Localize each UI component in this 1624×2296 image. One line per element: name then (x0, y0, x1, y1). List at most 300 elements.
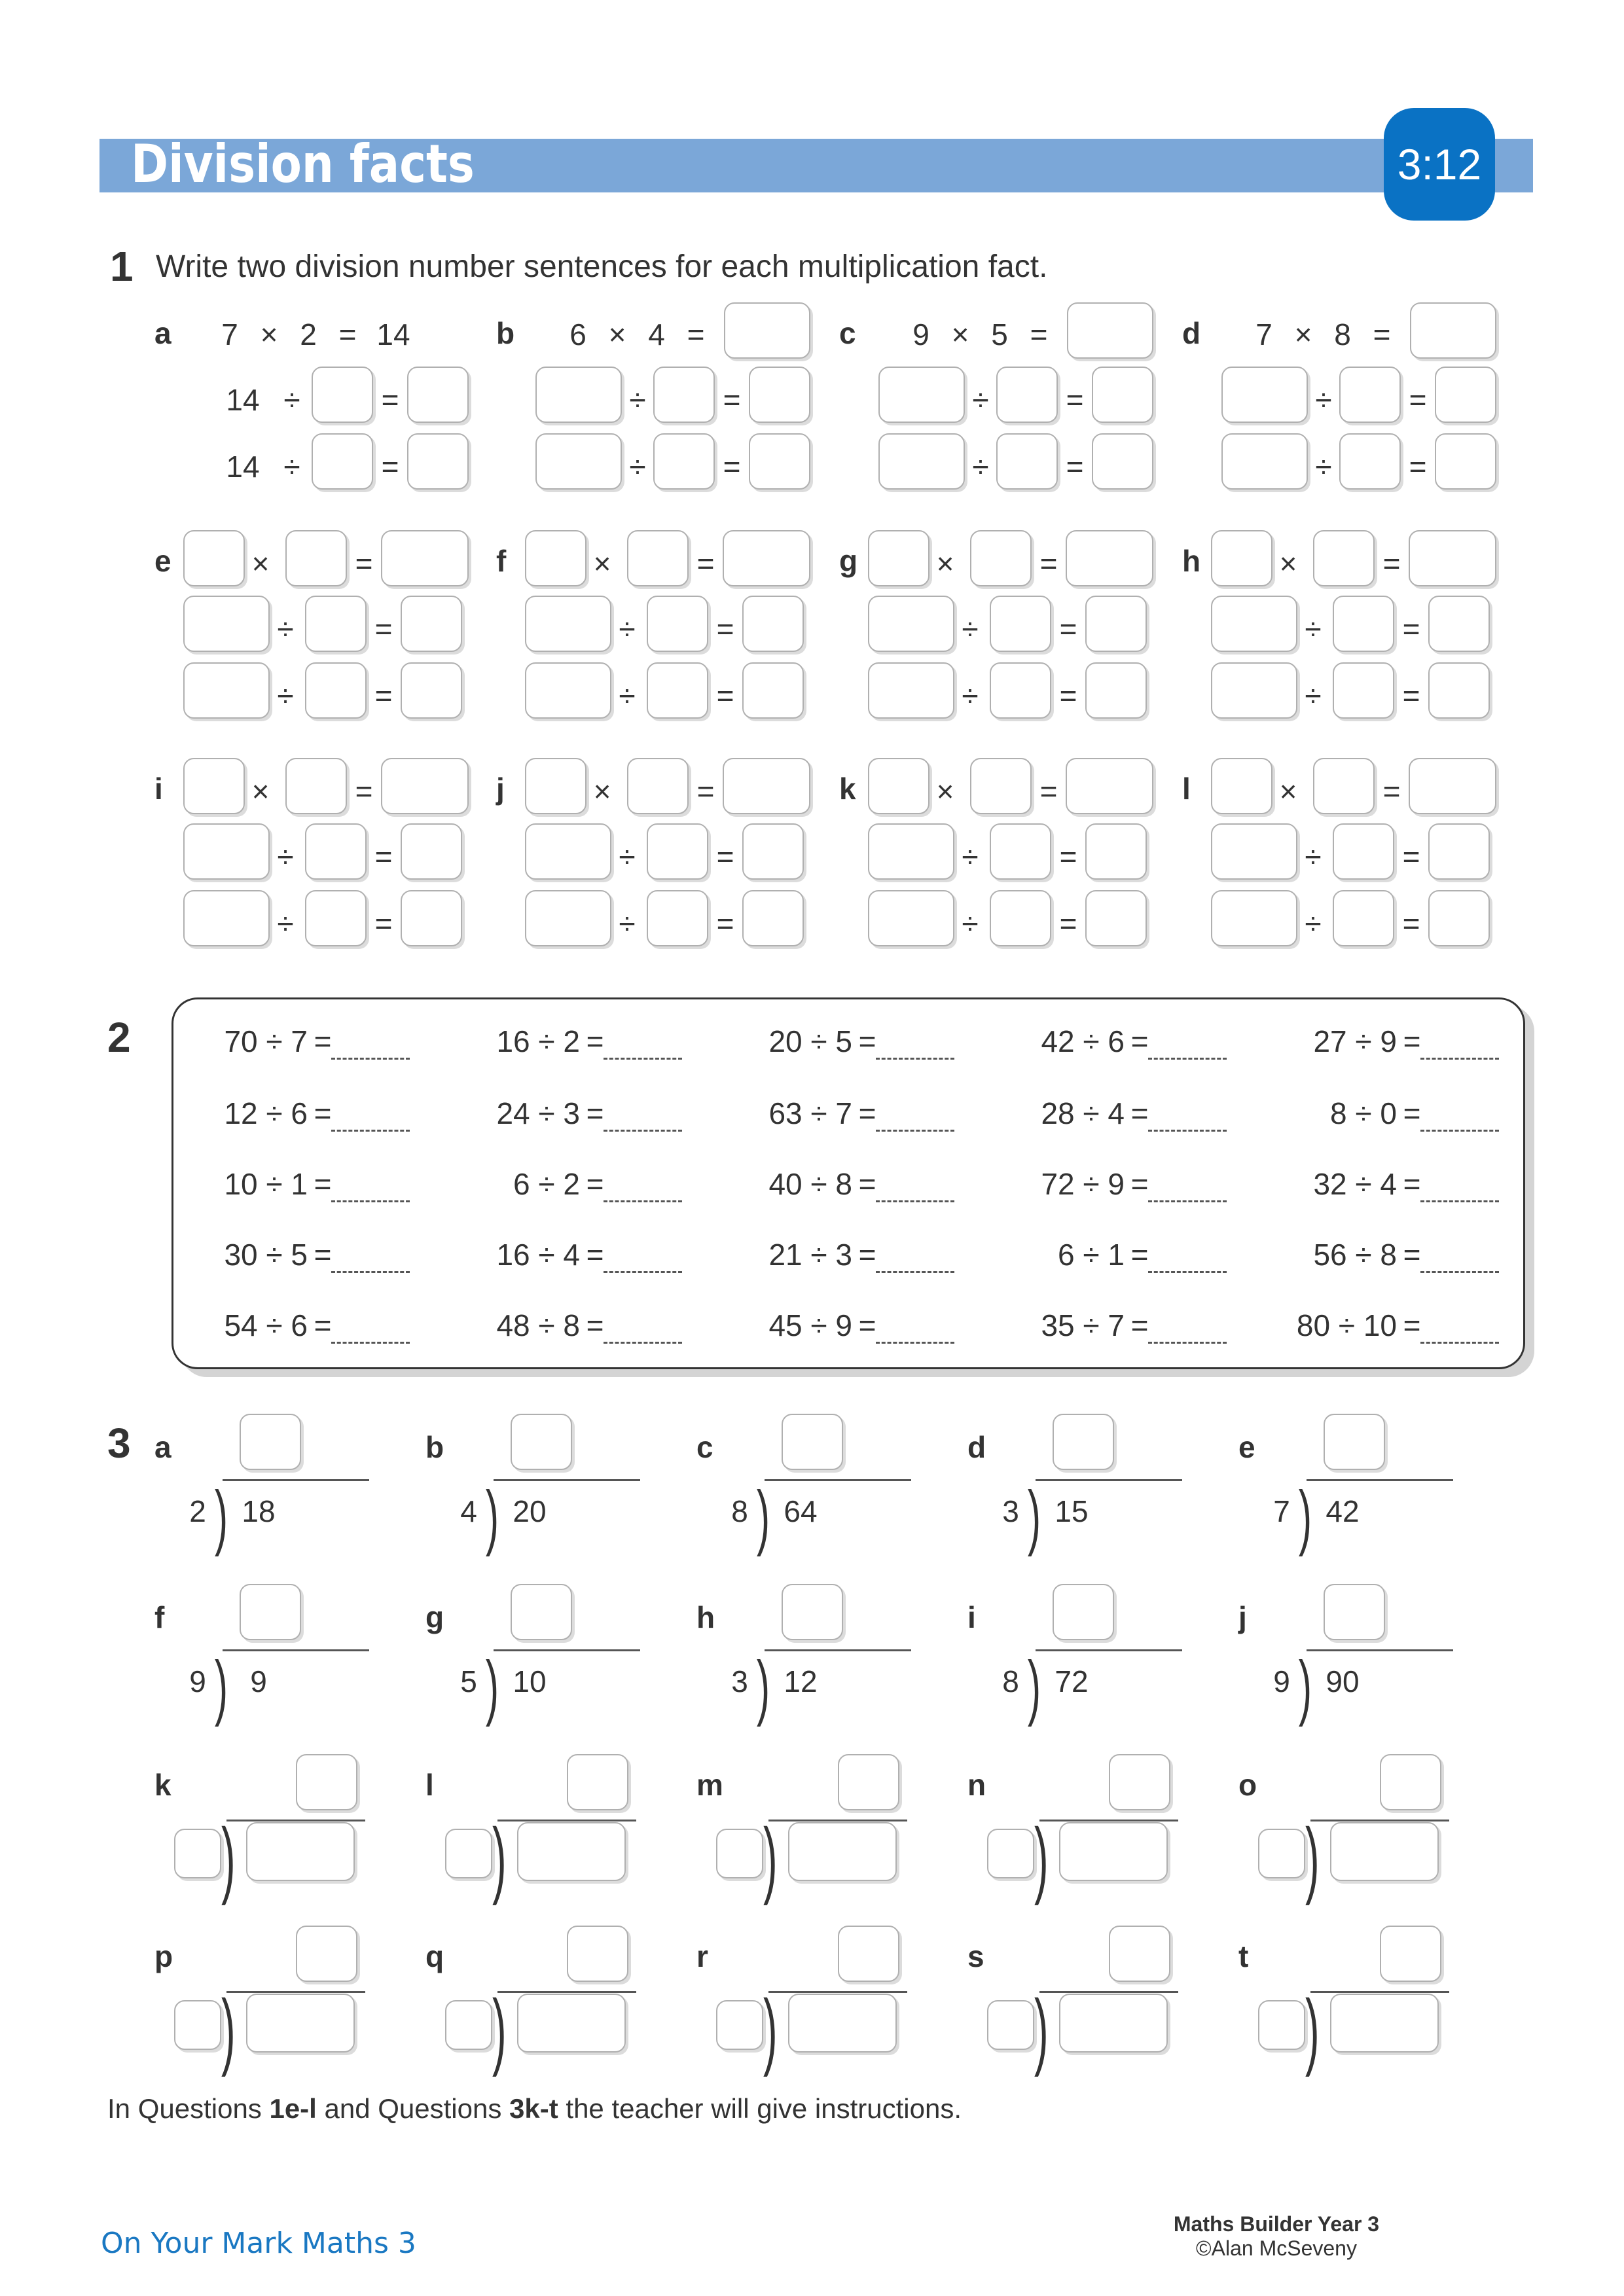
divisor-box[interactable] (445, 2000, 492, 2050)
answer-box[interactable] (1211, 596, 1297, 652)
answer-box[interactable] (723, 530, 810, 586)
answer-blank[interactable] (604, 1194, 682, 1202)
dividend-box[interactable] (517, 1822, 626, 1881)
answer-box[interactable] (868, 596, 954, 652)
item-letter: h (696, 1600, 715, 1634)
division-bar (494, 1479, 640, 1481)
item-letter: c (696, 1430, 713, 1464)
divide-sign: ÷ (972, 450, 989, 484)
answer-box[interactable] (868, 662, 954, 719)
answer-box[interactable] (183, 890, 270, 946)
answer-blank[interactable] (876, 1051, 954, 1060)
division-bracket: ) (485, 1477, 499, 1557)
divisor: 3 (731, 1664, 748, 1698)
division-problem: 30 ÷ 5 (224, 1238, 308, 1272)
answer-blank[interactable] (331, 1123, 410, 1132)
answer-box[interactable] (1211, 890, 1297, 946)
answer-box[interactable] (990, 823, 1051, 880)
equals-sign: = (1130, 1167, 1149, 1201)
answer-box[interactable] (1324, 1584, 1385, 1640)
division-bar (226, 1820, 365, 1821)
division-bracket: ) (214, 1477, 228, 1557)
dividend: 18 (242, 1494, 276, 1528)
answer-box[interactable] (1085, 662, 1147, 719)
division-bar (765, 1479, 911, 1481)
answer-box[interactable] (970, 758, 1032, 814)
equals-sign: = (338, 317, 357, 351)
factor: 7 (1255, 317, 1272, 351)
answer-box[interactable] (1428, 662, 1490, 719)
answer-box[interactable] (1066, 758, 1153, 814)
answer-blank[interactable] (1148, 1265, 1227, 1273)
product: 14 (376, 317, 410, 351)
equals-sign: = (716, 679, 734, 713)
item-letter: f (154, 1600, 165, 1634)
equals-sign: = (723, 450, 741, 484)
equals-sign: = (586, 1238, 604, 1272)
answer-box[interactable] (1333, 596, 1394, 652)
answer-box[interactable] (525, 758, 586, 814)
answer-box[interactable] (1211, 823, 1297, 880)
item-letter: n (967, 1768, 986, 1802)
equals-sign: = (1403, 1096, 1421, 1130)
answer-box[interactable] (1313, 758, 1375, 814)
divisor-box[interactable] (445, 1829, 492, 1878)
answer-box[interactable] (535, 367, 622, 423)
division-bar (1310, 1991, 1449, 1993)
item-letter: d (967, 1430, 986, 1464)
answer-box[interactable] (782, 1414, 843, 1470)
answer-box[interactable] (1428, 890, 1490, 946)
answer-box[interactable] (749, 433, 810, 490)
answer-box[interactable] (401, 823, 462, 880)
answer-blank[interactable] (1148, 1335, 1227, 1344)
divisor-box[interactable] (987, 1829, 1034, 1878)
item-letter: o (1238, 1768, 1257, 1802)
dividend-box[interactable] (246, 1822, 355, 1881)
divide-sign: ÷ (1315, 383, 1332, 417)
answer-box[interactable] (1435, 367, 1496, 423)
answer-blank[interactable] (1148, 1051, 1227, 1060)
answer-box[interactable] (627, 530, 689, 586)
equals-sign: = (1130, 1024, 1149, 1058)
equals-sign: = (314, 1238, 332, 1272)
equals-sign: = (1403, 1024, 1421, 1058)
answer-blank[interactable] (604, 1335, 682, 1344)
answer-box[interactable] (1380, 1926, 1441, 1982)
answer-box[interactable] (868, 758, 929, 814)
answer-box[interactable] (970, 530, 1032, 586)
answer-box[interactable] (511, 1584, 572, 1640)
answer-box[interactable] (1067, 302, 1153, 359)
answer-box[interactable] (535, 433, 622, 490)
answer-blank[interactable] (1148, 1194, 1227, 1202)
answer-box[interactable] (1333, 662, 1394, 719)
division-problem: 12 ÷ 6 (224, 1096, 308, 1130)
answer-box[interactable] (511, 1414, 572, 1470)
question-3-number: 3 (107, 1420, 131, 1467)
question-1-number: 1 (110, 243, 134, 290)
answer-box[interactable] (742, 890, 804, 946)
divide-sign: ÷ (972, 383, 989, 417)
answer-blank[interactable] (1420, 1265, 1499, 1273)
times-sign: × (251, 547, 270, 581)
answer-blank[interactable] (876, 1265, 954, 1273)
answer-box[interactable] (525, 530, 586, 586)
answer-box[interactable] (407, 367, 469, 423)
answer-box[interactable] (312, 367, 373, 423)
divisor-box[interactable] (1258, 2000, 1305, 2050)
divisor: 4 (460, 1494, 477, 1528)
answer-box[interactable] (240, 1414, 301, 1470)
answer-box[interactable] (240, 1584, 301, 1640)
answer-box[interactable] (183, 596, 270, 652)
division-problem: 28 ÷ 4 (1041, 1096, 1125, 1130)
equals-sign: = (1130, 1096, 1149, 1130)
division-problem: 72 ÷ 9 (1041, 1167, 1125, 1201)
equals-sign: = (314, 1024, 332, 1058)
answer-blank[interactable] (331, 1194, 410, 1202)
answer-box[interactable] (183, 758, 245, 814)
answer-box[interactable] (1339, 433, 1401, 490)
equals-sign: = (1409, 450, 1427, 484)
page-number-badge: 3:12 (1384, 108, 1495, 221)
answer-box[interactable] (1409, 530, 1496, 586)
teacher-note (107, 2093, 962, 2125)
division-bar (494, 1649, 640, 1651)
answer-box[interactable] (749, 367, 810, 423)
answer-box[interactable] (1092, 367, 1153, 423)
answer-box[interactable] (1109, 1926, 1170, 1982)
answer-box[interactable] (1109, 1754, 1170, 1810)
item-letter: t (1238, 1939, 1249, 1973)
answer-box[interactable] (296, 1754, 357, 1810)
answer-box[interactable] (296, 1926, 357, 1982)
item-letter: i (154, 772, 163, 806)
divisor: 9 (1273, 1664, 1290, 1698)
equals-sign: = (858, 1096, 876, 1130)
divide-sign: ÷ (277, 906, 294, 941)
answer-box[interactable] (305, 596, 367, 652)
answer-box[interactable] (567, 1926, 628, 1982)
answer-box[interactable] (1211, 662, 1297, 719)
factor: 8 (1334, 317, 1351, 351)
divide-sign: ÷ (962, 906, 979, 941)
divisor-box[interactable] (987, 2000, 1034, 2050)
dividend: 14 (226, 383, 260, 417)
times-sign: × (1279, 547, 1297, 581)
equals-sign: = (314, 1167, 332, 1201)
answer-box[interactable] (838, 1926, 899, 1982)
division-problem: 21 ÷ 3 (768, 1238, 852, 1272)
division-bracket: ) (763, 1810, 778, 1906)
answer-blank[interactable] (1420, 1051, 1499, 1060)
note-text-1: In Questions (107, 2093, 270, 2124)
answer-box[interactable] (1085, 596, 1147, 652)
answer-box[interactable] (653, 367, 715, 423)
factor: 9 (912, 317, 929, 351)
answer-box[interactable] (878, 433, 965, 490)
division-bracket: ) (763, 1982, 778, 2077)
division-problem: 80 ÷ 10 (1296, 1308, 1397, 1342)
answer-blank[interactable] (1420, 1335, 1499, 1344)
footer-credit (1146, 2212, 1407, 2261)
answer-box[interactable] (1333, 890, 1394, 946)
answer-blank[interactable] (331, 1265, 410, 1273)
division-problem: 6 ÷ 1 (1058, 1238, 1125, 1272)
answer-blank[interactable] (604, 1265, 682, 1273)
equals-sign: = (1039, 547, 1058, 581)
answer-box[interactable] (525, 890, 611, 946)
answer-box[interactable] (1085, 823, 1147, 880)
division-problem: 6 ÷ 2 (513, 1167, 580, 1201)
equals-sign: = (374, 679, 393, 713)
answer-box[interactable] (996, 433, 1058, 490)
equals-sign: = (586, 1096, 604, 1130)
equals-sign: = (1130, 1308, 1149, 1342)
division-problem: 70 ÷ 7 (224, 1024, 308, 1058)
answer-box[interactable] (1085, 890, 1147, 946)
item-letter: s (967, 1939, 984, 1973)
answer-box[interactable] (868, 530, 929, 586)
answer-box[interactable] (1380, 1754, 1441, 1810)
division-bracket: ) (1034, 1982, 1049, 2077)
answer-blank[interactable] (1148, 1123, 1227, 1132)
answer-box[interactable] (525, 823, 611, 880)
answer-box[interactable] (1092, 433, 1153, 490)
equals-sign: = (374, 906, 393, 941)
answer-box[interactable] (990, 890, 1051, 946)
equals-sign: = (1059, 840, 1077, 874)
equals-sign: = (1403, 1238, 1421, 1272)
answer-box[interactable] (1211, 758, 1272, 814)
answer-box[interactable] (407, 433, 469, 490)
answer-box[interactable] (724, 302, 810, 359)
divisor-box[interactable] (716, 1829, 763, 1878)
equals-sign: = (1382, 774, 1401, 808)
divide-sign: ÷ (629, 450, 646, 484)
answer-box[interactable] (742, 662, 804, 719)
answer-box[interactable] (782, 1584, 843, 1640)
times-sign: × (936, 774, 954, 808)
answer-box[interactable] (1221, 367, 1308, 423)
times-sign: × (936, 547, 954, 581)
division-bar (1307, 1479, 1453, 1481)
answer-blank[interactable] (1420, 1123, 1499, 1132)
divisor: 2 (189, 1494, 206, 1528)
division-problem: 40 ÷ 8 (768, 1167, 852, 1201)
item-letter: l (425, 1768, 434, 1802)
answer-box[interactable] (878, 367, 965, 423)
divide-sign: ÷ (962, 612, 979, 646)
answer-blank[interactable] (876, 1123, 954, 1132)
answer-box[interactable] (1339, 367, 1401, 423)
times-sign: × (593, 547, 611, 581)
answer-blank[interactable] (1420, 1194, 1499, 1202)
dividend-box[interactable] (517, 1994, 626, 2053)
division-bracket: ) (1034, 1810, 1049, 1906)
equals-sign: = (1402, 612, 1420, 646)
equals-sign: = (696, 774, 715, 808)
answer-box[interactable] (1053, 1584, 1114, 1640)
answer-blank[interactable] (876, 1335, 954, 1344)
answer-box[interactable] (305, 890, 367, 946)
answer-box[interactable] (838, 1754, 899, 1810)
equals-sign: = (1039, 774, 1058, 808)
answer-box[interactable] (1053, 1414, 1114, 1470)
item-letter: l (1182, 772, 1191, 806)
factor: 6 (569, 317, 586, 351)
times-sign: × (1279, 774, 1297, 808)
item-letter: q (425, 1939, 444, 1973)
answer-box[interactable] (1333, 823, 1394, 880)
answer-box[interactable] (1211, 530, 1272, 586)
answer-box[interactable] (996, 367, 1058, 423)
answer-box[interactable] (525, 596, 611, 652)
answer-box[interactable] (647, 823, 708, 880)
answer-box[interactable] (1313, 530, 1375, 586)
equals-sign: = (1066, 383, 1084, 417)
answer-box[interactable] (1435, 433, 1496, 490)
answer-box[interactable] (381, 530, 469, 586)
item-letter: b (425, 1430, 444, 1464)
equals-sign: = (723, 383, 741, 417)
factor: 5 (991, 317, 1008, 351)
answer-box[interactable] (183, 823, 270, 880)
equals-sign: = (1402, 840, 1420, 874)
dividend-box[interactable] (788, 1994, 897, 2053)
answer-box[interactable] (1066, 530, 1153, 586)
equals-sign: = (1059, 679, 1077, 713)
answer-box[interactable] (285, 530, 347, 586)
answer-box[interactable] (381, 758, 469, 814)
answer-box[interactable] (647, 662, 708, 719)
equals-sign: = (355, 774, 373, 808)
division-bracket: ) (1305, 1982, 1320, 2077)
factor: 2 (300, 317, 317, 351)
item-letter: k (154, 1768, 171, 1802)
answer-box[interactable] (401, 596, 462, 652)
division-problem: 54 ÷ 6 (224, 1308, 308, 1342)
answer-box[interactable] (647, 596, 708, 652)
dividend-box[interactable] (1330, 1994, 1439, 2053)
times-sign: × (1294, 317, 1312, 351)
dividend: 14 (226, 450, 260, 484)
division-bar (223, 1649, 369, 1651)
item-letter: m (696, 1768, 723, 1802)
answer-box[interactable] (401, 662, 462, 719)
divide-sign: ÷ (1305, 840, 1322, 874)
answer-blank[interactable] (604, 1051, 682, 1060)
divide-sign: ÷ (277, 612, 294, 646)
answer-box[interactable] (868, 823, 954, 880)
divisor-box[interactable] (174, 2000, 221, 2050)
answer-box[interactable] (647, 890, 708, 946)
dividend: 10 (513, 1664, 547, 1698)
answer-box[interactable] (183, 662, 270, 719)
answer-box[interactable] (1221, 433, 1308, 490)
dividend-box[interactable] (1330, 1822, 1439, 1881)
answer-box[interactable] (183, 530, 245, 586)
equals-sign: = (1030, 317, 1048, 351)
answer-box[interactable] (1410, 302, 1496, 359)
answer-box[interactable] (742, 596, 804, 652)
answer-box[interactable] (305, 823, 367, 880)
answer-box[interactable] (723, 758, 810, 814)
answer-box[interactable] (567, 1754, 628, 1810)
answer-box[interactable] (990, 662, 1051, 719)
division-bar (497, 1991, 636, 1993)
answer-box[interactable] (868, 890, 954, 946)
divide-sign: ÷ (277, 840, 294, 874)
answer-box[interactable] (653, 433, 715, 490)
divisor-box[interactable] (174, 1829, 221, 1878)
division-problem: 45 ÷ 9 (768, 1308, 852, 1342)
equals-sign: = (355, 547, 373, 581)
equals-sign: = (1402, 906, 1420, 941)
division-bracket: ) (485, 1647, 499, 1727)
dividend: 20 (513, 1494, 547, 1528)
division-problem: 16 ÷ 2 (496, 1024, 580, 1058)
answer-blank[interactable] (331, 1051, 410, 1060)
equals-sign: = (716, 840, 734, 874)
item-letter: j (1238, 1600, 1247, 1634)
division-bracket: ) (492, 1810, 507, 1906)
note-text-2: and Questions (316, 2093, 510, 2124)
answer-box[interactable] (1409, 758, 1496, 814)
dividend-box[interactable] (1059, 1822, 1168, 1881)
times-sign: × (260, 317, 278, 351)
dividend-box[interactable] (1059, 1994, 1168, 2053)
division-bracket: ) (1305, 1810, 1320, 1906)
answer-blank[interactable] (876, 1194, 954, 1202)
equals-sign: = (1373, 317, 1391, 351)
equals-sign: = (586, 1308, 604, 1342)
answer-box[interactable] (1428, 596, 1490, 652)
division-bar (768, 1991, 907, 1993)
answer-box[interactable] (305, 662, 367, 719)
answer-box[interactable] (1324, 1414, 1385, 1470)
item-letter: r (696, 1939, 708, 1973)
answer-blank[interactable] (331, 1335, 410, 1344)
divide-sign: ÷ (283, 383, 300, 417)
divide-sign: ÷ (1305, 612, 1322, 646)
division-bar (1039, 1820, 1178, 1821)
equals-sign: = (1409, 383, 1427, 417)
answer-box[interactable] (401, 890, 462, 946)
answer-blank[interactable] (604, 1123, 682, 1132)
answer-box[interactable] (627, 758, 689, 814)
answer-box[interactable] (1428, 823, 1490, 880)
answer-box[interactable] (742, 823, 804, 880)
division-problem: 8 ÷ 0 (1330, 1096, 1397, 1130)
answer-box[interactable] (990, 596, 1051, 652)
dividend-box[interactable] (246, 1994, 355, 2053)
answer-box[interactable] (312, 433, 373, 490)
divisor: 9 (189, 1664, 206, 1698)
divide-sign: ÷ (619, 906, 636, 941)
dividend: 9 (250, 1664, 267, 1698)
answer-box[interactable] (525, 662, 611, 719)
division-bracket: ) (221, 1982, 236, 2077)
divisor-box[interactable] (716, 2000, 763, 2050)
dividend: 15 (1055, 1494, 1089, 1528)
divisor-box[interactable] (1258, 1829, 1305, 1878)
dividend-box[interactable] (788, 1822, 897, 1881)
equals-sign: = (687, 317, 705, 351)
answer-box[interactable] (285, 758, 347, 814)
equals-sign: = (858, 1024, 876, 1058)
